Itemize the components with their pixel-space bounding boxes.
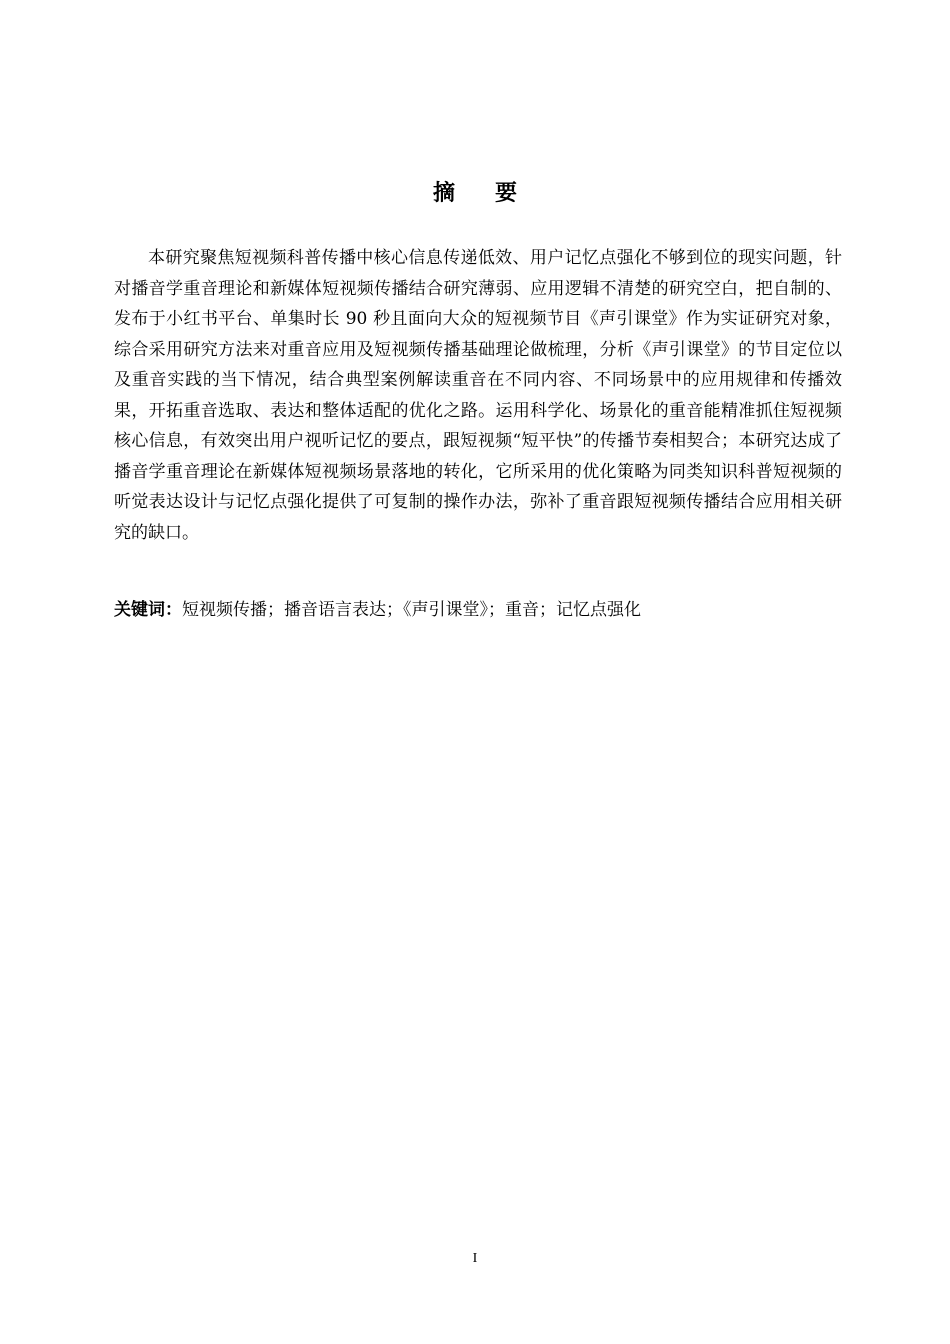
- abstract-body: 本研究聚焦短视频科普传播中核心信息传递低效、用户记忆点强化不够到位的现实问题，针对播音学重音理论和新媒体短视频传播结合研究薄弱、应用逻辑不清楚的研究空白，把自制的、发布于小红书平台、单集时长 90 秒且面向大众的短视频节目《声引课堂》作为实证研究对象，综合采用研究方法来对重音应用及短视频传播基础理论做梳理，分析《声引课堂》的节目定位以及重音实践的当下情况，结合典型案例解读重音在不同内容、不同场景中的应用规律和传播效果，开拓重音选取、表达和整体适配的优化之路。运用科学化、场景化的重音能精准抓住短视频核心信息，有效突出用户视听记忆的要点，跟短视频“短平快”的传播节奏相契合；本研究达成了播音学重音理论在新媒体短视频场景落地的转化，它所采用的优化策略为同类知识科普短视频的听觉表达设计与记忆点强化提供了可复制的操作办法，弥补了重音跟短视频传播结合应用相关研究的缺口。: [114, 248, 842, 543]
- abstract-title: 摘要: [432, 181, 557, 206]
- keywords-label: 关键词：: [114, 600, 182, 620]
- keywords-list: 短视频传播；播音语言表达；《声引课堂》；重音；记忆点强化: [182, 600, 641, 620]
- keywords-line: [114, 595, 842, 625]
- page-number: I: [472, 1251, 478, 1266]
